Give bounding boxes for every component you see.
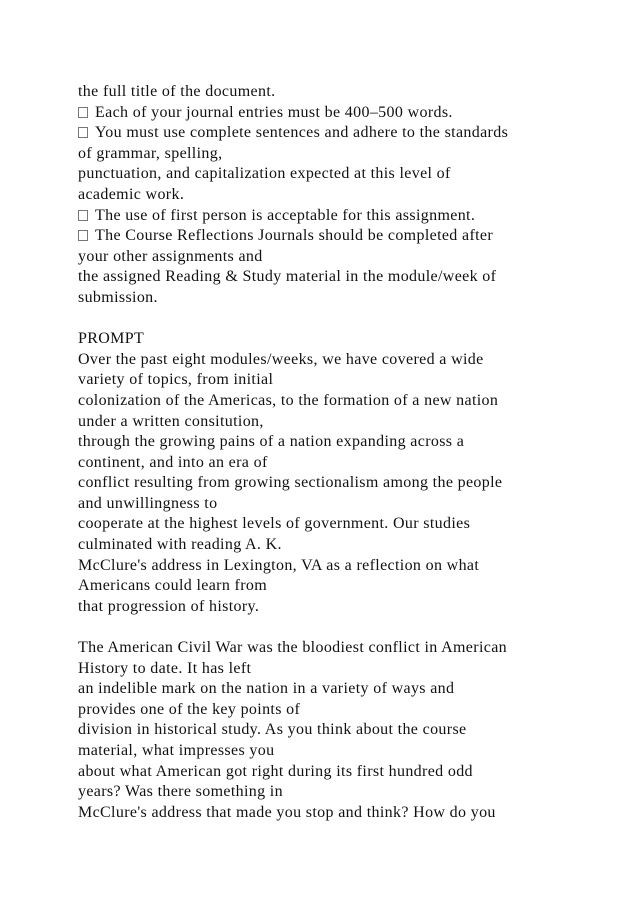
prompt-heading: PROMPT — [78, 330, 145, 348]
bullet-list — [78, 103, 558, 309]
paragraph-line: under a written consitution, — [78, 412, 264, 430]
paragraph-line: History to date. It has left — [78, 659, 252, 677]
paragraph-line: and unwillingness to — [78, 494, 218, 512]
paragraph-line: McClure's address that made you stop and think? How do you — [78, 803, 496, 821]
paragraph-line: colonization of the Americas, to the formation of a new nation — [78, 391, 499, 409]
paragraph-line: Americans could learn from — [78, 577, 268, 595]
bullet-line-first — [78, 206, 558, 227]
bullet-box-icon — [78, 210, 88, 221]
paragraph-line: that progression of history. — [78, 597, 260, 615]
bullet-line-first — [78, 123, 558, 144]
bullet-item — [78, 103, 558, 124]
paragraph-line: The American Civil War was the bloodiest conflict in American — [78, 639, 507, 657]
paragraph-line: cooperate at the highest levels of government. Our studies — [78, 515, 471, 533]
paragraph-line: years? Was there something in — [78, 783, 283, 801]
bullet-text: The use of first person is acceptable for this assignment. — [95, 206, 476, 224]
bullet-line: your other assignments and — [78, 247, 263, 265]
paragraph-line: through the growing pains of a nation expanding across a — [78, 433, 465, 451]
paragraph-line: an indelible mark on the nation in a variety of ways and — [78, 680, 455, 698]
paragraph-line: provides one of the key points of — [78, 700, 301, 718]
bullet-box-icon — [78, 107, 88, 118]
paragraph-line: division in historical study. As you think about the course — [78, 721, 467, 739]
bullet-text: The Course Reflections Journals should be completed after — [95, 227, 494, 245]
paragraph-line: about what American got right during its first hundred odd — [78, 762, 473, 780]
bullet-line: of grammar, spelling, — [78, 144, 223, 162]
bullet-line: submission. — [78, 288, 158, 306]
paragraph-line: Over the past eight modules/weeks, we have covered a wide — [78, 350, 484, 368]
bullet-box-icon — [78, 127, 88, 138]
bullet-item — [78, 123, 558, 205]
document-body — [78, 82, 558, 823]
paragraph-line: variety of topics, from initial — [78, 371, 274, 389]
bullet-line-first — [78, 103, 558, 124]
prompt-paragraph-2 — [78, 638, 558, 823]
bullet-line: academic work. — [78, 185, 185, 203]
bullet-line: punctuation, and capitalization expected at this level of — [78, 165, 451, 183]
bullet-item — [78, 226, 558, 308]
bullet-item — [78, 206, 558, 227]
paragraph-line: McClure's address in Lexington, VA as a reflection on what — [78, 556, 480, 574]
bullet-text: You must use complete sentences and adhere to the standards — [95, 124, 509, 142]
paragraph-gap — [78, 309, 558, 330]
paragraph-gap — [78, 617, 558, 638]
paragraph-line: material, what impresses you — [78, 742, 275, 759]
bullet-box-icon — [78, 230, 88, 241]
paragraph-line: continent, and into an era of — [78, 453, 268, 471]
paragraph-line: conflict resulting from growing sectionalism among the people — [78, 474, 503, 492]
prompt-paragraph-1 — [78, 350, 558, 618]
bullet-line: the assigned Reading & Study material in the module/week of — [78, 268, 497, 286]
bullet-text: Each of your journal entries must be 400–500 words. — [95, 103, 453, 121]
paragraph-line: culminated with reading A. K. — [78, 536, 282, 554]
intro-line: the full title of the document. — [78, 83, 276, 100]
bullet-line-first — [78, 226, 558, 247]
